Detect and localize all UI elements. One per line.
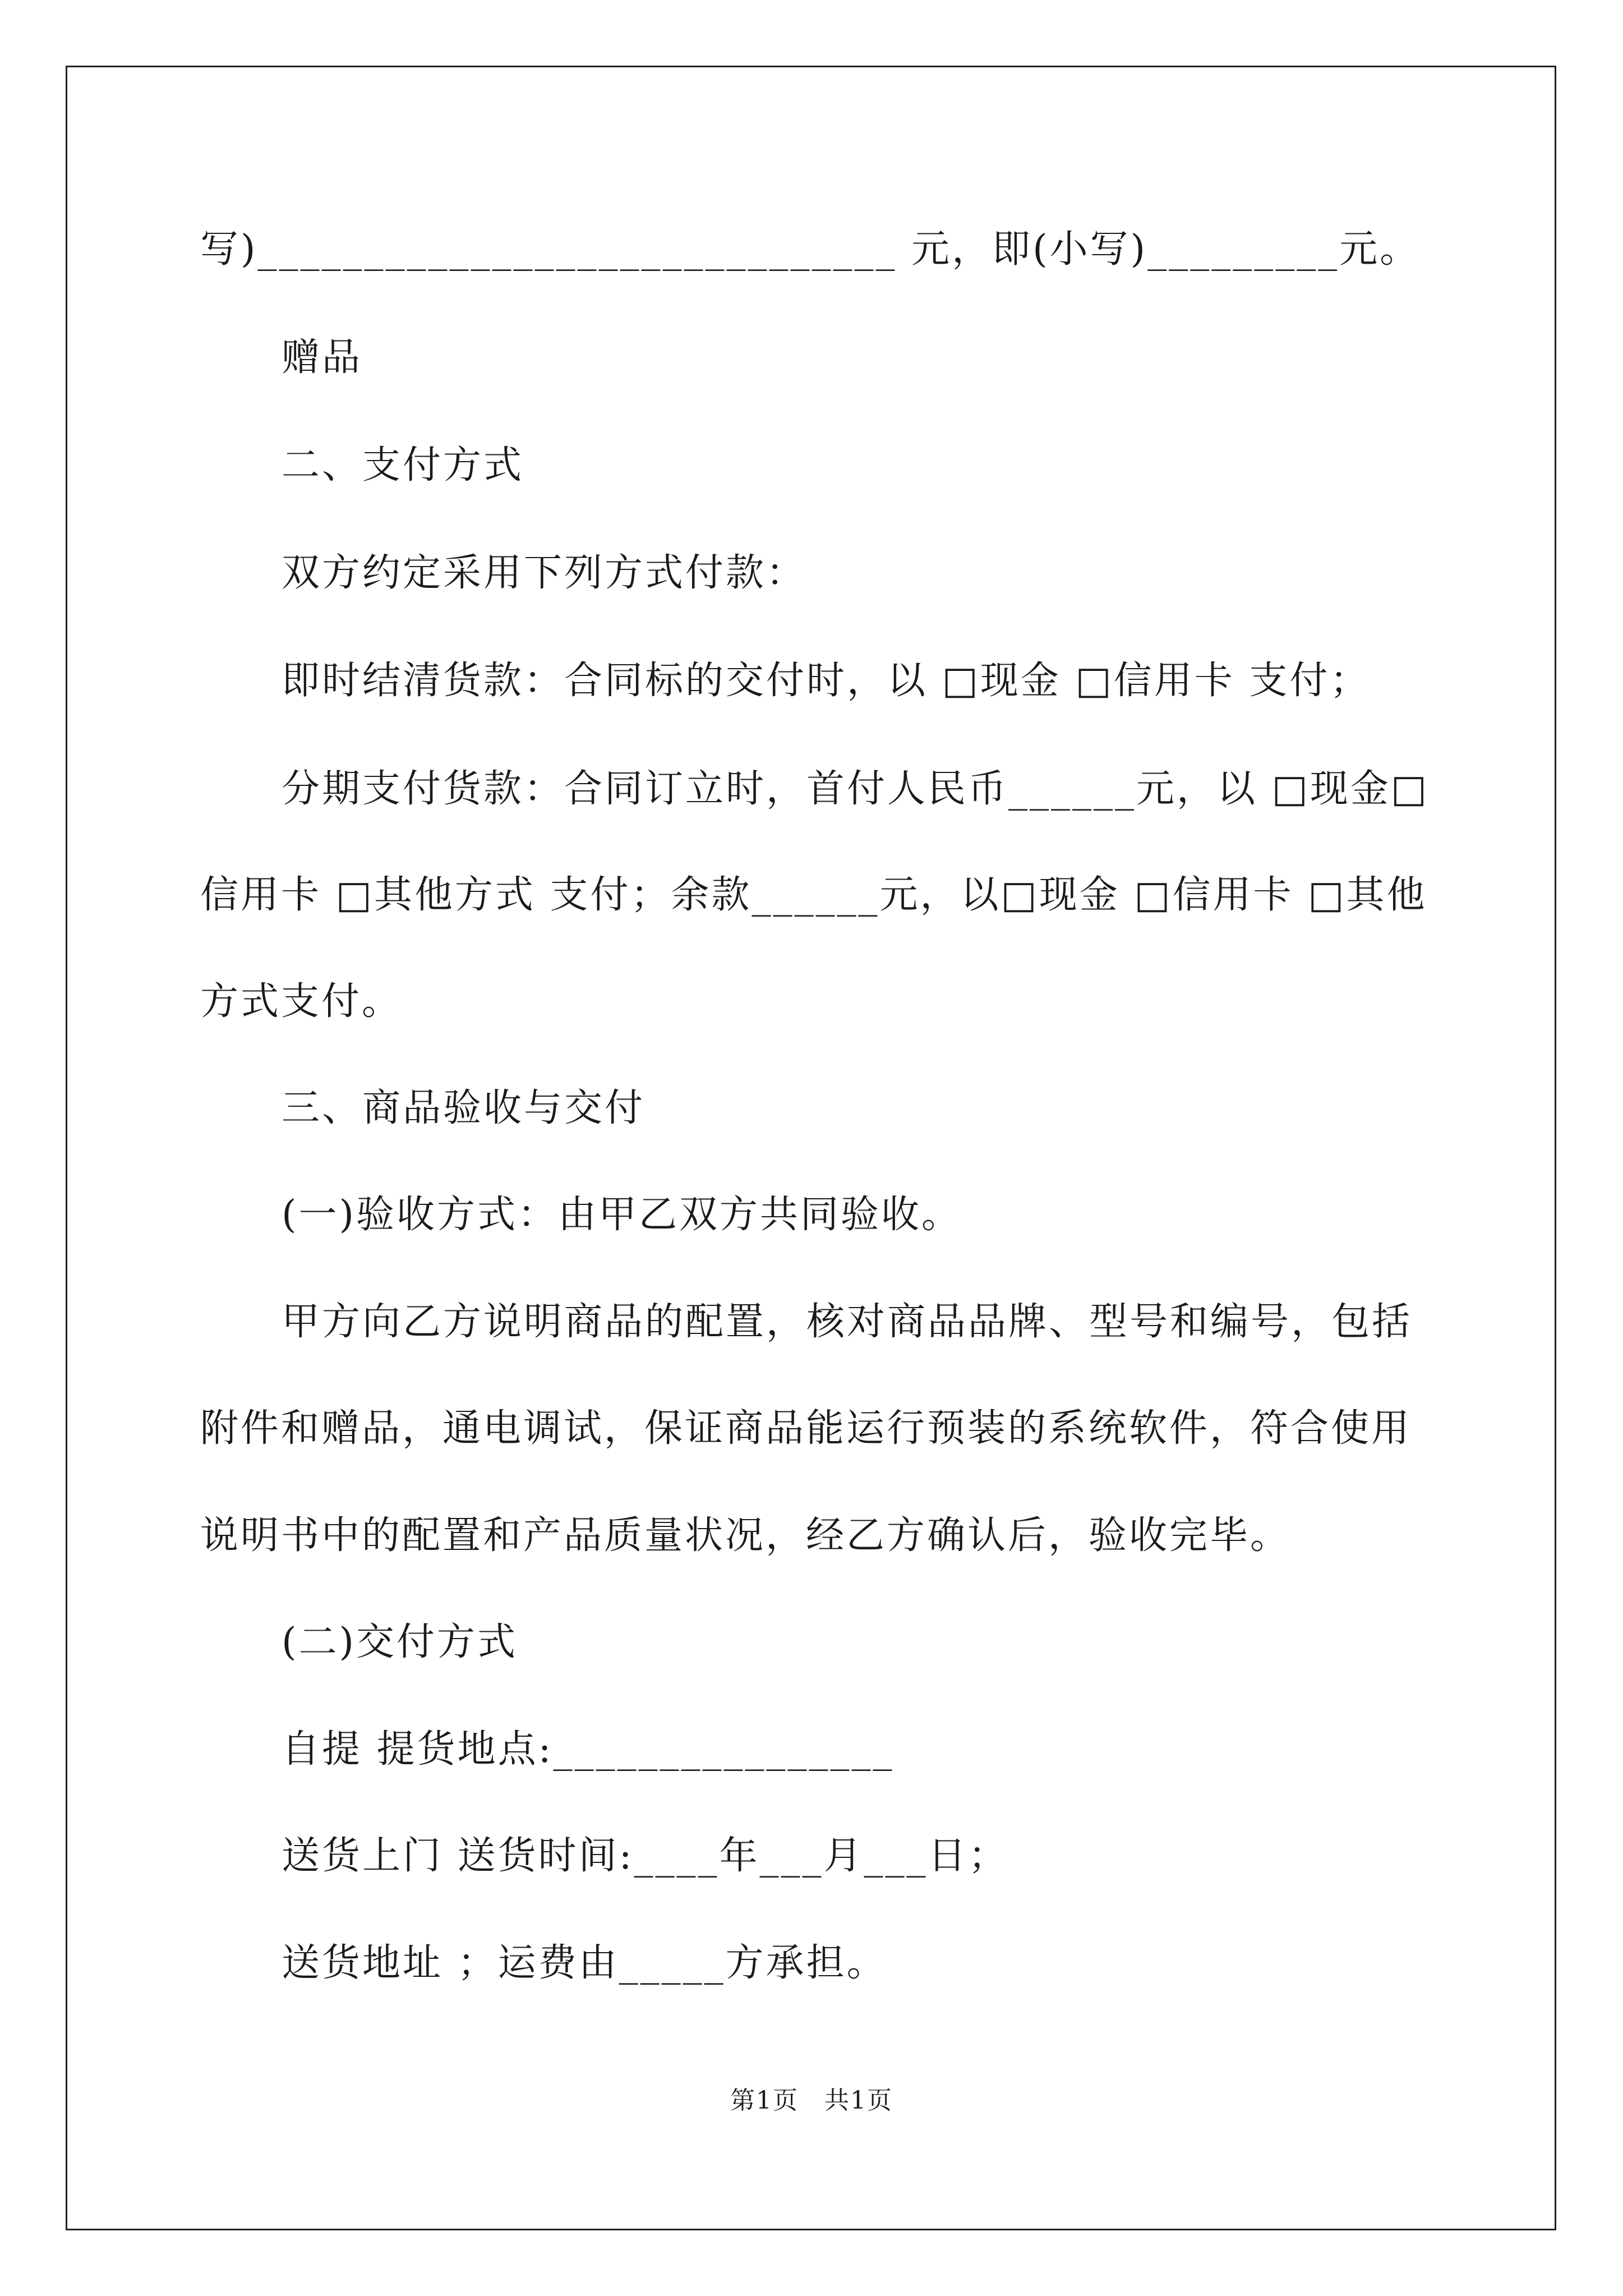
text-line-8: 方式支付。 <box>200 979 403 1024</box>
text-line-17: 送货地址 ；运费由_____方承担。 <box>282 1941 887 1985</box>
text-line-11: 甲方向乙方说明商品的配置，核对商品品牌、型号和编号，包括 <box>282 1300 1413 1344</box>
text-line-13: 说明书中的配置和产品质量状况，经乙方确认后，验收完毕。 <box>200 1513 1291 1558</box>
page-footer: 第1页 共1页 <box>730 2086 893 2115</box>
text-line-10: (一)验收方式：由甲乙双方共同验收。 <box>282 1193 962 1237</box>
text-line-3: 二、支付方式 <box>282 443 524 487</box>
page-frame <box>66 66 1556 2230</box>
text-line-4: 双方约定采用下列方式付款： <box>282 551 807 595</box>
text-line-14: (二)交付方式 <box>282 1620 518 1664</box>
text-line-2: 赠品 <box>282 335 363 380</box>
text-line-15: 自提 提货地点:________________ <box>282 1727 895 1772</box>
text-line-7: 信用卡 □其他方式 支付；余款______元，以□现金 □信用卡 □其他 <box>200 873 1427 917</box>
text-line-12: 附件和赠品，通电调试，保证商品能运行预装的系统软件，符合使用 <box>200 1406 1412 1451</box>
text-line-5: 即时结清货款：合同标的交付时，以 □现金 □信用卡 支付； <box>282 659 1371 703</box>
text-line-16: 送货上门 送货时间:____年___月___日； <box>282 1834 1009 1878</box>
text-line-9: 三、商品验收与交付 <box>282 1086 645 1130</box>
text-line-1: 写)______________________________ 元，即(小写)_________元。 <box>200 227 1421 272</box>
text-line-6: 分期支付货款：合同订立时，首付人民币______元，以 □现金□ <box>282 767 1430 811</box>
